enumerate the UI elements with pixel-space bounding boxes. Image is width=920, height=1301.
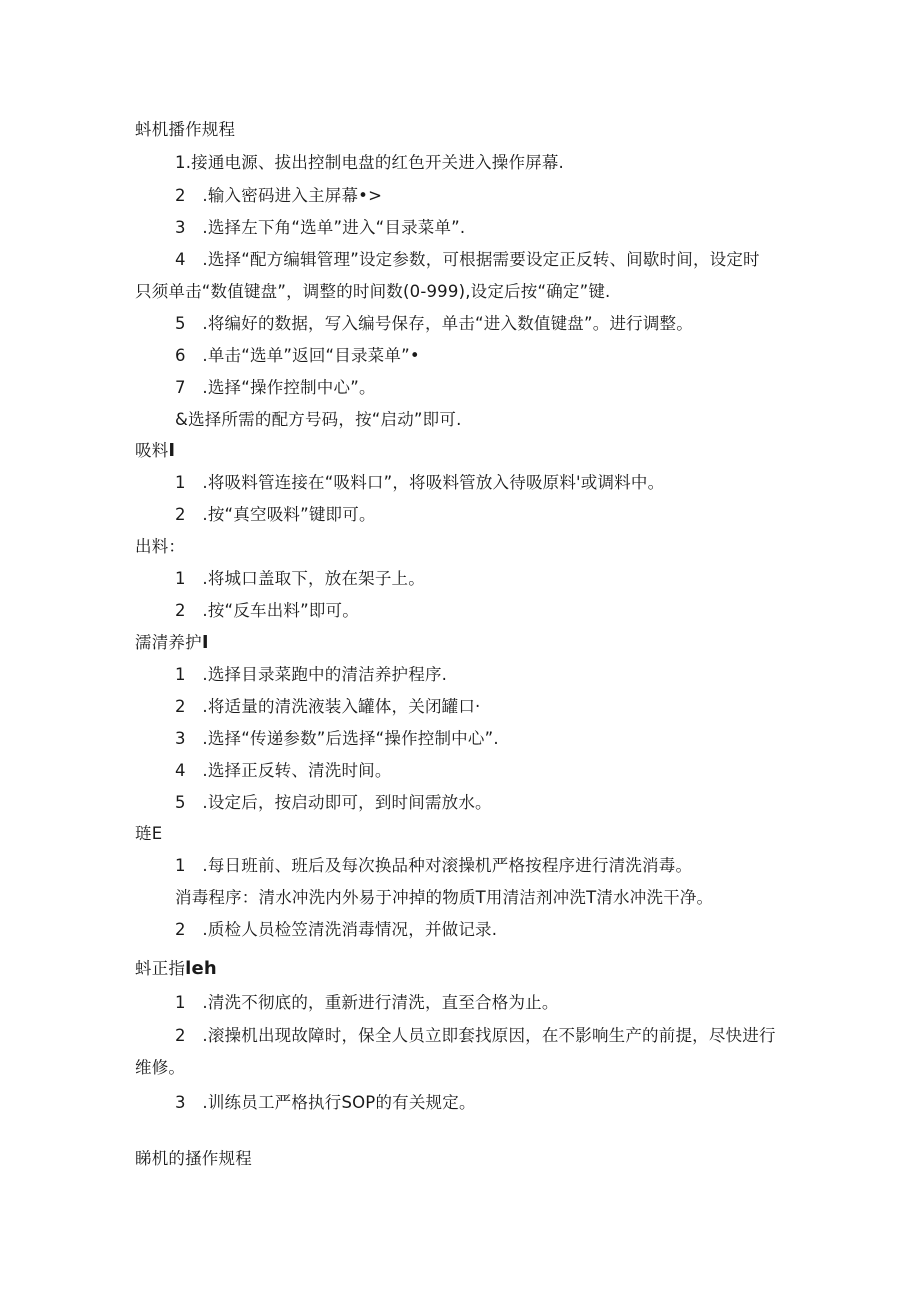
section-title-mark: I xyxy=(201,632,209,653)
step-6: 6 .单击“选单”返回“目录菜单”• xyxy=(175,346,420,365)
section-title-discharge: 出料： xyxy=(135,537,186,556)
correction-step-2-continued: 维修。 xyxy=(135,1058,186,1077)
cleaning-step-5: 5 .设定后，按启动即可，到时间需放水。 xyxy=(175,793,492,812)
section-title-mark: leh xyxy=(185,958,217,979)
correction-step-2: 2 .滚操机出现故障时，保全人员立即套找原因，在不影响生产的前提，尽快进行 xyxy=(175,1026,776,1045)
discharge-step-1: 1 .将城口盖取下，放在架子上。 xyxy=(175,569,425,588)
step-5: 5 .将编好的数据，写入编号保存，单击“进入数值键盘”。进行调整。 xyxy=(175,314,693,333)
cleaning-step-3: 3 .选择“传递参数”后选择“操作控制中心”. xyxy=(175,729,499,748)
cleaning-step-1: 1 .选择目录菜跑中的清洁养护程序. xyxy=(175,665,448,684)
cleaning-step-2: 2 .将适量的清洗液装入罐体，关闭罐口· xyxy=(175,697,481,716)
step-3: 3 .选择左下角“选单”进入“目录菜单”. xyxy=(175,218,466,237)
section-title-text: 濡清养护 xyxy=(135,633,202,652)
disinfection-procedure: 消毒程序：清水冲洗内外易于冲掉的物质T用清洁剂冲洗T清水冲洗干净。 xyxy=(175,888,714,907)
footer-section-title: 睇机的搔作规程 xyxy=(135,1149,252,1168)
correction-step-1: 1 .清洗不彻底的，重新进行清洗，直至合格为止。 xyxy=(175,993,559,1012)
cleaning-step-4: 4 .选择正反转、清洗时间。 xyxy=(175,761,392,780)
discharge-step-2: 2 .按“反车出料”即可。 xyxy=(175,601,359,620)
section-title-suction xyxy=(135,440,175,462)
disinfection-step-1: 1 .每日班前、班后及每次换品种对滚操机严格按程序进行清洗消毒。 xyxy=(175,856,693,875)
step-2: 2 .输入密码进入主屏幕•> xyxy=(175,186,383,205)
section-title-correction xyxy=(135,958,217,980)
step-1: 1.接通电源、拔出控制电盘的红色开关进入操作屏幕. xyxy=(175,153,564,172)
disinfection-step-2: 2 .质检人员检笠清洗消毒情况，并做记录. xyxy=(175,920,498,939)
suction-step-1: 1 .将吸料管连接在“吸料口”，将吸料管放入待吸原料'或调料中。 xyxy=(175,473,665,492)
step-4-continued: 只须单击“数值键盘”，调整的时间数(0-999),设定后按“确定”键. xyxy=(135,282,611,301)
suction-step-2: 2 .按“真空吸料”键即可。 xyxy=(175,505,376,524)
step-7: 7 .选择“操作控制中心”。 xyxy=(175,378,376,397)
section-title-disinfection: 琏E xyxy=(135,824,163,843)
section-title-cleaning xyxy=(135,632,209,654)
section-title-mark: I xyxy=(168,440,176,461)
section-title-operation: 蚪机播作规程 xyxy=(135,120,236,139)
step-4: 4 .选择“配方编辑管理”设定参数，可根据需要设定正反转、间歇时间，设定时 xyxy=(175,250,760,269)
section-title-text: 蚪正指 xyxy=(135,959,186,978)
step-8: &选择所需的配方号码，按“启动”即可. xyxy=(175,410,462,429)
correction-step-3: 3 .训练员工严格执行SOP的有关规定。 xyxy=(175,1093,476,1112)
section-title-text: 吸料 xyxy=(135,441,169,460)
